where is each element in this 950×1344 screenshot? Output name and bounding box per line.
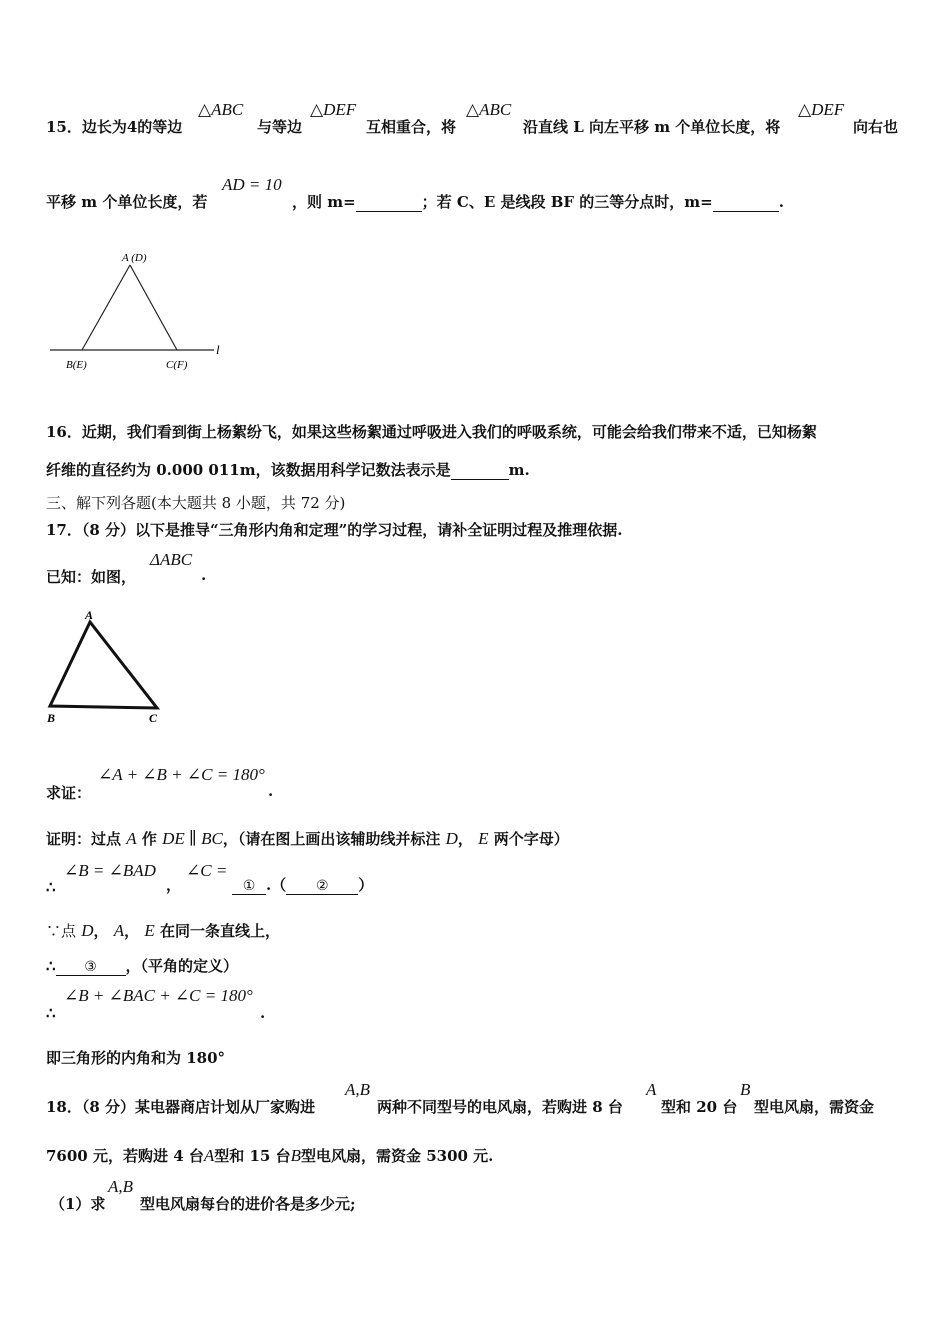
q18-l2-b: 型和 15 台 bbox=[214, 1147, 291, 1165]
q17-proof-line bbox=[46, 828, 569, 849]
q15-label-left: B(E) bbox=[66, 359, 87, 371]
q18-math-b: B bbox=[740, 1080, 751, 1099]
q17-step1-math2: ∠C = bbox=[186, 861, 228, 880]
q17-proof-point-a: A bbox=[126, 829, 137, 848]
q17-step1-end: ） bbox=[358, 876, 374, 894]
q17-title: 17．（8 分）以下是推导“三角形内角和定理”的学习过程，请补全证明过程及推理依据. bbox=[46, 521, 623, 539]
q18-math-ab: A,B bbox=[345, 1080, 371, 1099]
q17-label-c: C bbox=[149, 711, 158, 725]
q16-line2 bbox=[46, 459, 530, 480]
q17-prove-label: 求证： bbox=[46, 784, 92, 802]
q18-l2-math-a: A bbox=[203, 1146, 215, 1165]
q17-label-a: A bbox=[85, 608, 94, 622]
q17-because-comma-2: ， bbox=[124, 922, 140, 940]
q15-figure bbox=[44, 246, 234, 376]
q17-blank-2[interactable]: ② bbox=[286, 878, 358, 895]
q15-blank-1[interactable] bbox=[356, 193, 422, 212]
q15-math-def: △DEF bbox=[310, 100, 357, 119]
q17-prove-end: . bbox=[268, 782, 274, 800]
q15-label-line: l bbox=[216, 342, 220, 357]
q15-label-apex: A (D) bbox=[122, 252, 147, 264]
q15-side-ac bbox=[130, 265, 177, 350]
q15-text-5: 向右也 bbox=[853, 118, 899, 136]
q17-proof-d: ， bbox=[457, 830, 473, 848]
q17-step1-math: ∠B = ∠BAD bbox=[64, 861, 156, 880]
q17-conclusion: 即三角形的内角和为 180° bbox=[46, 1049, 226, 1067]
q18-text-1: 18．（8 分）某电器商店计划从厂家购进 bbox=[46, 1098, 316, 1116]
q17-because-end: 在同一条直线上， bbox=[160, 922, 281, 940]
q15-text-1: 15．边长为4的等边 bbox=[46, 118, 183, 136]
q17-because: ∵点 bbox=[46, 922, 77, 940]
q17-blank-1[interactable]: ① bbox=[232, 878, 266, 895]
q17-proof-a: 证明：过点 bbox=[46, 830, 122, 848]
q18-text-2: 两种不同型号的电风扇，若购进 8 台 bbox=[377, 1098, 623, 1116]
q17-proof-c: ，（请在图上画出该辅助线并标注 bbox=[222, 830, 441, 848]
q18-line2 bbox=[46, 1145, 493, 1166]
q18-l2-math-b: B bbox=[290, 1146, 301, 1165]
q17-because-comma-1: ， bbox=[93, 922, 109, 940]
q17-because-e: E bbox=[144, 921, 155, 940]
q16-line1: 16．近期，我们看到街上杨絮纷飞，如果这些杨絮通过呼吸进入我们的呼吸系统，可能会给我们带来不适，已知杨絮 bbox=[46, 423, 817, 441]
q17-step2 bbox=[46, 955, 238, 976]
q15-math-def-2: △DEF bbox=[798, 100, 845, 119]
q17-prove-math: ∠A + ∠B + ∠C = 180° bbox=[98, 765, 265, 784]
q17-step3-math: ∠B + ∠BAC + ∠C = 180° bbox=[64, 986, 253, 1005]
q18-sub1-b: 型电风扇每台的进价各是多少元; bbox=[140, 1195, 356, 1213]
q15-eq-m: ，则 m= bbox=[292, 193, 356, 211]
q17-step1-mid: .（ bbox=[266, 876, 287, 894]
q15-text-3: 互相重合，将 bbox=[366, 118, 457, 136]
q17-step3-end: . bbox=[260, 1004, 266, 1022]
q15-text-2: 与等边 bbox=[257, 118, 303, 136]
q17-because-a: A bbox=[113, 921, 125, 940]
q18-sub1-a: （1）求 bbox=[50, 1195, 106, 1213]
q18-text-3: 型和 20 台 bbox=[661, 1098, 738, 1116]
q15-text-6: 平移 m 个单位长度，若 bbox=[46, 193, 208, 211]
q18-sub1-math: A,B bbox=[108, 1177, 134, 1196]
q15-label-right: C(F) bbox=[166, 359, 188, 371]
q17-because-d: D bbox=[81, 921, 94, 940]
q17-proof-e: 两个字母） bbox=[493, 830, 569, 848]
q15-math-ad: AD = 10 bbox=[222, 175, 282, 194]
q15-text-7 bbox=[292, 191, 784, 212]
q17-therefore-2: ∴ bbox=[46, 957, 56, 975]
q18-l2-a: 7600 元，若购进 4 台 bbox=[46, 1147, 204, 1165]
q17-therefore-1: ∴ bbox=[46, 878, 56, 896]
q17-because-line bbox=[46, 920, 280, 941]
q18-math-a: A bbox=[646, 1080, 657, 1099]
q16-blank[interactable] bbox=[451, 461, 509, 480]
q17-proof-point-d: D bbox=[445, 829, 458, 848]
q18-text-4: 型电风扇，需资金 bbox=[754, 1098, 875, 1116]
q15-third-points: ；若 C、E 是线段 BF 的三等分点时，m= bbox=[421, 193, 713, 211]
q17-proof-de-bc: DE ∥ BC bbox=[162, 829, 223, 848]
q18-l2-c: 型电风扇，需资金 5300 元. bbox=[300, 1147, 494, 1165]
q16-text: 纤维的直径约为 0.000 011m，该数据用科学记数法表示是 bbox=[46, 461, 451, 479]
q17-proof-point-e: E bbox=[478, 829, 489, 848]
q17-step1-blanks bbox=[232, 874, 373, 895]
q17-figure bbox=[44, 600, 174, 730]
q16-unit: m. bbox=[508, 461, 530, 479]
q17-given-end: . bbox=[201, 566, 207, 584]
q17-proof-b: 作 bbox=[141, 830, 157, 848]
q17-label-b: B bbox=[47, 711, 56, 725]
q17-step1-comma: ， bbox=[166, 876, 182, 894]
q15-side-ab bbox=[82, 265, 130, 350]
q15-math-abc-2: △ABC bbox=[466, 100, 512, 119]
q15-blank-2[interactable] bbox=[713, 193, 779, 212]
q17-triangle bbox=[50, 622, 157, 708]
q15-text-4: 沿直线 L 向左平移 m 个单位长度，将 bbox=[523, 118, 781, 136]
q17-blank-3[interactable]: ③ bbox=[56, 959, 126, 976]
q15-end: . bbox=[778, 193, 784, 211]
q15-math-abc: △ABC bbox=[198, 100, 244, 119]
q17-given-label: 已知：如图， bbox=[46, 568, 137, 586]
q17-given-math: ΔABC bbox=[150, 550, 193, 569]
q17-step2-end: ，（平角的定义） bbox=[125, 957, 239, 975]
q17-therefore-3: ∴ bbox=[46, 1004, 56, 1022]
section-3-heading: 三、解下列各题(本大题共 8 小题，共 72 分) bbox=[46, 494, 346, 512]
